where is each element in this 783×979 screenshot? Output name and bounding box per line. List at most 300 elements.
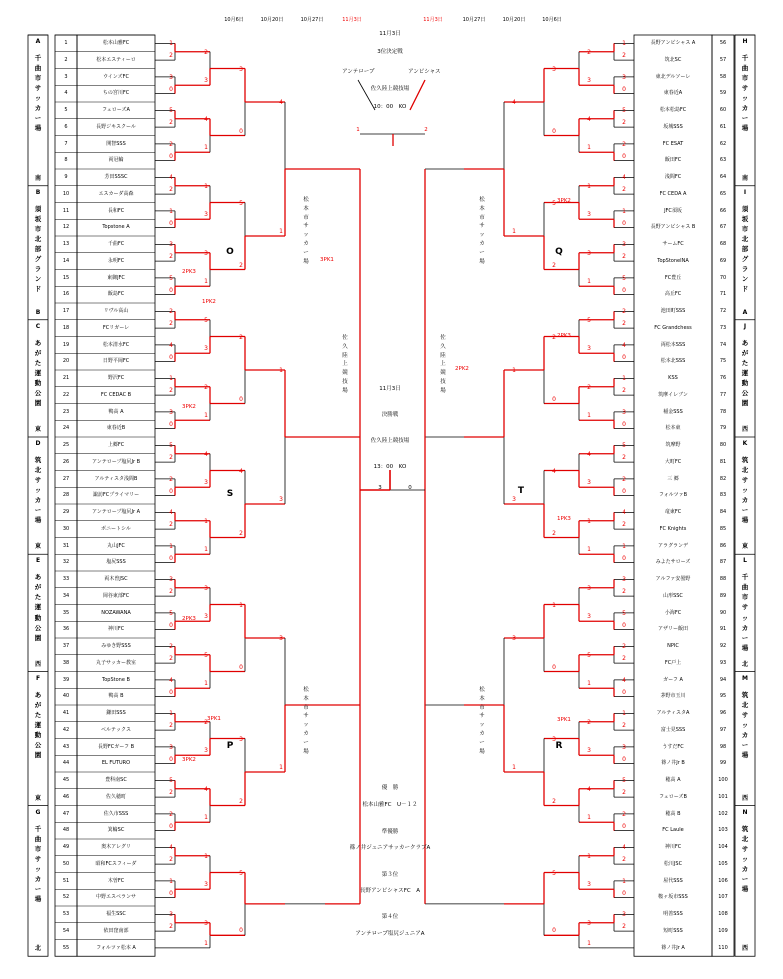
team-number: 4 bbox=[64, 90, 68, 97]
pk-note: 2PK2 bbox=[455, 366, 469, 372]
match-score: 2 bbox=[622, 119, 626, 127]
match-score: 2 bbox=[622, 454, 626, 462]
match-score: 1 bbox=[239, 601, 243, 609]
team-name: 飯島FC bbox=[107, 291, 125, 298]
team-number: 42 bbox=[62, 726, 70, 733]
match-score: 2 bbox=[622, 387, 626, 395]
group-tag: 北 bbox=[741, 660, 748, 668]
group-tag: 東 bbox=[34, 426, 41, 433]
match-score: 4 bbox=[622, 844, 626, 852]
pk-note: 3PK2 bbox=[182, 404, 196, 410]
team-name: 諏訪FCプライマリー bbox=[92, 492, 140, 499]
match-score: 0 bbox=[622, 219, 626, 227]
match-score: 1 bbox=[204, 182, 208, 190]
match-score: 0 bbox=[169, 286, 173, 294]
team-name: 両冠輪 bbox=[108, 157, 124, 164]
team-number: 18 bbox=[62, 324, 70, 331]
team-number: 15 bbox=[62, 274, 70, 281]
fourth-label: 第４位 bbox=[381, 914, 399, 920]
match-score: 3 bbox=[204, 919, 208, 927]
match-score: 2 bbox=[622, 308, 626, 316]
group-letter: D bbox=[35, 440, 41, 447]
team-name: 穂高 A bbox=[665, 777, 681, 783]
block-T: T bbox=[517, 486, 525, 496]
team-name: 穂高 B bbox=[665, 810, 681, 817]
champion-label: 優 勝 bbox=[381, 785, 399, 791]
match-score: 3 bbox=[622, 241, 626, 249]
final-date: 11月3日 bbox=[379, 386, 401, 392]
match-score: 3 bbox=[204, 613, 208, 621]
match-score: 5 bbox=[239, 869, 243, 877]
match-score: 1 bbox=[204, 412, 208, 420]
match-score: 1 bbox=[587, 814, 591, 822]
match-score: 4 bbox=[204, 450, 208, 458]
team-name: 松本北SSS bbox=[660, 358, 686, 365]
match-score: 1 bbox=[587, 939, 591, 947]
match-score: 1 bbox=[204, 546, 208, 554]
team-name: 竜東FC bbox=[664, 509, 682, 515]
match-score: 2 bbox=[169, 856, 173, 864]
match-score: 2 bbox=[169, 521, 173, 529]
match-score: 0 bbox=[622, 822, 626, 830]
match-score: 5 bbox=[587, 651, 591, 659]
match-score: 4 bbox=[587, 450, 591, 458]
team-name: 開智SSS bbox=[106, 140, 126, 147]
team-number: 97 bbox=[719, 726, 727, 733]
team-number: 37 bbox=[62, 643, 70, 649]
team-number: 78 bbox=[719, 408, 727, 415]
match-score: 2 bbox=[622, 810, 626, 818]
venue-left-bottom: 松本市サッカー場 bbox=[303, 687, 309, 755]
team-number: 39 bbox=[62, 676, 70, 683]
block-S: S bbox=[226, 489, 234, 499]
team-number: 47 bbox=[62, 810, 70, 817]
team-name: NOZAWANA bbox=[101, 609, 131, 616]
match-score: 1 bbox=[169, 710, 173, 718]
team-name: FCリガーレ bbox=[102, 324, 130, 331]
match-score: 2 bbox=[622, 789, 626, 797]
match-score: 2 bbox=[169, 186, 173, 194]
team-number: 27 bbox=[62, 475, 70, 482]
match-score: 3 bbox=[587, 249, 591, 257]
team-name: 山形SSC bbox=[663, 592, 683, 599]
match-score: 2 bbox=[622, 140, 626, 148]
match-score: 3 bbox=[622, 743, 626, 751]
match-score: 0 bbox=[622, 286, 626, 294]
team-number: 61 bbox=[719, 123, 727, 130]
team-number: 109 bbox=[718, 927, 728, 934]
team-name: 長野FCガーフ B bbox=[97, 743, 135, 750]
group-letter: I bbox=[743, 188, 747, 196]
team-name: みゆき野SSS bbox=[101, 643, 131, 649]
match-score: 2 bbox=[587, 383, 591, 391]
match-score: 2 bbox=[169, 475, 173, 483]
match-score: 5 bbox=[169, 777, 173, 785]
team-name: ベルテックス bbox=[101, 726, 131, 733]
team-name: エスカーダ高森 bbox=[98, 190, 134, 197]
pk-note: 1PK3 bbox=[557, 516, 571, 522]
third-time: 10：00 KO bbox=[373, 104, 407, 110]
team-name: 鎌田SSS bbox=[106, 710, 126, 716]
team-name: 坂城SSS bbox=[663, 123, 683, 130]
group-venue: 筑北サッカー場 bbox=[741, 824, 749, 893]
team-name: 大町FC bbox=[664, 458, 682, 465]
match-score: 2 bbox=[204, 718, 208, 726]
match-score: 1 bbox=[622, 375, 626, 383]
team-name: フェローズB bbox=[659, 793, 687, 800]
match-score: 4 bbox=[512, 99, 516, 106]
match-score: 0 bbox=[552, 927, 556, 935]
team-number: 11 bbox=[62, 207, 70, 214]
team-name: フォルツァB bbox=[658, 492, 688, 499]
team-name: アンテロープ塩尻Jr A bbox=[91, 509, 141, 515]
team-name: アンテロープ塩尻Jr B bbox=[91, 458, 141, 465]
match-score: 3 bbox=[552, 735, 556, 743]
pk-note: 3PK1 bbox=[320, 257, 334, 263]
team-number: 55 bbox=[62, 944, 70, 951]
match-score: 2 bbox=[622, 655, 626, 663]
match-score: 0 bbox=[622, 621, 626, 629]
match-score: 1 bbox=[622, 207, 626, 215]
team-name: 日野平岡FC bbox=[102, 358, 130, 365]
match-score: 3 bbox=[169, 576, 173, 584]
match-score: 0 bbox=[622, 554, 626, 562]
team-number: 14 bbox=[62, 257, 70, 264]
team-number: 87 bbox=[719, 559, 727, 566]
match-score: 3 bbox=[169, 241, 173, 249]
match-score: 0 bbox=[552, 127, 556, 135]
match-score: 3 bbox=[622, 73, 626, 81]
match-score: 3 bbox=[169, 911, 173, 919]
match-score: 3 bbox=[204, 881, 208, 889]
date-left-r1: 10月6日 bbox=[224, 17, 244, 23]
team-number: 71 bbox=[719, 291, 727, 298]
match-score: 0 bbox=[239, 127, 243, 135]
match-score: 3 bbox=[279, 496, 283, 503]
match-score: 1 bbox=[169, 542, 173, 550]
match-score: 2 bbox=[169, 588, 173, 596]
team-name: FC Knights bbox=[659, 525, 687, 532]
match-score: 3 bbox=[204, 345, 208, 353]
team-number: 64 bbox=[719, 174, 727, 180]
team-number: 62 bbox=[719, 140, 727, 147]
team-name: FC ESAT bbox=[662, 140, 684, 147]
team-name: 奥木アレグリ bbox=[101, 844, 131, 850]
venue-right-sf: 佐久陸上競技場 bbox=[440, 335, 446, 394]
team-name: 篠ノ井Jr A bbox=[661, 944, 685, 951]
team-name: 中野エスペランサ bbox=[95, 894, 136, 901]
final-score2: 0 bbox=[408, 485, 412, 491]
match-score: 0 bbox=[169, 487, 173, 495]
team-name: 千曲FC bbox=[107, 241, 125, 247]
group-letter: E bbox=[35, 557, 41, 565]
match-score: 2 bbox=[587, 718, 591, 726]
match-score: 1 bbox=[587, 144, 591, 152]
third-team1: アンテロープ bbox=[342, 69, 375, 75]
match-score: 0 bbox=[169, 219, 173, 227]
team-name: FC戸上 bbox=[664, 659, 682, 666]
team-number: 63 bbox=[719, 157, 727, 164]
team-name: FC Laule bbox=[662, 827, 684, 834]
match-score: 5 bbox=[622, 107, 626, 115]
team-name: 東御JFC bbox=[107, 274, 125, 281]
team-number: 3 bbox=[64, 73, 68, 80]
team-name: 茅野市玉川 bbox=[660, 693, 686, 700]
match-score: 1 bbox=[587, 852, 591, 860]
team-number: 101 bbox=[718, 793, 728, 800]
match-score: 4 bbox=[622, 174, 626, 182]
team-name: 神川FC bbox=[664, 844, 682, 850]
group-venue: 千曲市サッカー場 bbox=[34, 54, 42, 133]
team-number: 51 bbox=[62, 877, 70, 884]
match-score: 4 bbox=[169, 509, 173, 517]
team-number: 75 bbox=[719, 358, 727, 365]
venue-left-top: 松本市サッカー場 bbox=[303, 197, 309, 265]
team-name: 昭和FCスフィーダ bbox=[95, 860, 137, 867]
team-number: 108 bbox=[718, 911, 728, 917]
match-score: 1 bbox=[204, 278, 208, 286]
team-number: 22 bbox=[62, 391, 70, 398]
team-name: フェローズA bbox=[102, 107, 130, 113]
team-name: FC CEDA A bbox=[659, 190, 687, 197]
team-name: TopStoneINA bbox=[657, 257, 689, 264]
match-score: 0 bbox=[622, 755, 626, 763]
team-number: 103 bbox=[718, 827, 728, 834]
team-number: 80 bbox=[719, 442, 727, 448]
team-number: 26 bbox=[62, 458, 70, 465]
match-score: 5 bbox=[169, 442, 173, 450]
match-score: 2 bbox=[169, 923, 173, 931]
team-name: 東北デルソーレ bbox=[655, 73, 691, 80]
team-number: 74 bbox=[719, 341, 727, 348]
team-number: 30 bbox=[62, 525, 70, 532]
match-score: 3 bbox=[204, 77, 208, 85]
match-score: 5 bbox=[622, 777, 626, 785]
match-score: 1 bbox=[587, 278, 591, 286]
team-name: 長野アンビシャス A bbox=[650, 40, 696, 46]
match-score: 0 bbox=[239, 927, 243, 935]
match-score: 2 bbox=[169, 52, 173, 60]
team-name: EL FUTURO bbox=[101, 760, 131, 767]
team-number: 96 bbox=[719, 710, 727, 716]
group-tag: 東 bbox=[741, 543, 748, 551]
team-number: 29 bbox=[62, 509, 70, 515]
team-name: 豊科南SC bbox=[105, 777, 127, 783]
team-number: 31 bbox=[62, 542, 70, 549]
team-name: ちの宮川FC bbox=[102, 90, 130, 97]
team-name: 高丘FC bbox=[664, 291, 682, 298]
team-name: 両木曽JSC bbox=[104, 576, 128, 582]
match-score: 0 bbox=[552, 663, 556, 671]
group-venue: 須坂市北部グランド bbox=[34, 204, 42, 294]
match-score: 5 bbox=[622, 274, 626, 282]
third-place-team: 長野アンビシャスFC A bbox=[360, 888, 420, 894]
team-name: NPIC bbox=[667, 643, 679, 649]
pk-note: 3PK2 bbox=[182, 757, 196, 763]
match-score: 2 bbox=[169, 140, 173, 148]
match-score: 2 bbox=[622, 253, 626, 261]
final-time: 13：00 KO bbox=[373, 464, 407, 470]
date-right-r2: 10月20日 bbox=[502, 17, 526, 23]
team-name: 浅間FC bbox=[664, 174, 682, 180]
match-score: 1 bbox=[204, 680, 208, 688]
match-score: 3 bbox=[587, 345, 591, 353]
team-number: 16 bbox=[62, 291, 70, 298]
team-name: 木曽FC bbox=[107, 877, 125, 884]
match-score: 0 bbox=[169, 152, 173, 160]
team-name: TopStone B bbox=[102, 676, 130, 683]
match-score: 1 bbox=[512, 367, 516, 374]
runner-up: 篠ノ井ジュニアサッカークラブA bbox=[349, 845, 431, 851]
team-name: 松本山雅FC bbox=[102, 40, 130, 46]
match-score: 0 bbox=[169, 688, 173, 696]
match-score: 5 bbox=[169, 107, 173, 115]
match-score: 2 bbox=[552, 261, 556, 269]
match-score: 4 bbox=[204, 115, 208, 123]
match-score: 3 bbox=[587, 584, 591, 592]
team-name: 福生SSC bbox=[106, 911, 126, 917]
match-score: 0 bbox=[169, 85, 173, 93]
team-number: 21 bbox=[62, 375, 70, 381]
team-number: 90 bbox=[719, 609, 727, 616]
match-score: 1 bbox=[279, 228, 283, 235]
team-number: 2 bbox=[64, 56, 68, 63]
match-score: 0 bbox=[622, 353, 626, 361]
third-score2: 2 bbox=[424, 127, 428, 133]
match-score: 2 bbox=[622, 475, 626, 483]
match-score: 1 bbox=[279, 367, 283, 374]
match-score: 3 bbox=[204, 479, 208, 487]
team-number: 53 bbox=[62, 911, 70, 917]
team-number: 105 bbox=[718, 860, 728, 867]
match-score: 2 bbox=[622, 923, 626, 931]
match-score: 2 bbox=[239, 797, 243, 805]
team-number: 57 bbox=[719, 56, 727, 63]
match-score: 1 bbox=[204, 852, 208, 860]
team-number: 24 bbox=[62, 425, 70, 432]
team-name: 筑摩野 bbox=[665, 442, 681, 448]
team-number: 95 bbox=[719, 693, 727, 700]
match-score: 5 bbox=[169, 609, 173, 617]
team-name: 永明FC bbox=[107, 257, 125, 264]
match-score: 1 bbox=[587, 412, 591, 420]
team-number: 106 bbox=[718, 877, 728, 884]
group-venue: あがた運動公園 bbox=[34, 690, 42, 759]
team-name: アルティスタA bbox=[656, 710, 690, 716]
match-score: 4 bbox=[169, 844, 173, 852]
team-name: 池田町SSS bbox=[660, 308, 686, 314]
team-number: 52 bbox=[62, 894, 70, 901]
team-name: 丸子サッカー教室 bbox=[96, 659, 136, 666]
match-score: 2 bbox=[552, 797, 556, 805]
team-number: 102 bbox=[718, 810, 728, 817]
team-name: 神川FC bbox=[107, 626, 125, 633]
team-number: 81 bbox=[719, 458, 727, 465]
team-number: 1 bbox=[64, 40, 68, 46]
match-score: 2 bbox=[169, 320, 173, 328]
team-name: 鴨高 A bbox=[108, 408, 124, 415]
team-number: 73 bbox=[719, 324, 727, 331]
match-score: 5 bbox=[204, 651, 208, 659]
team-number: 85 bbox=[719, 525, 727, 532]
match-score: 3 bbox=[169, 408, 173, 416]
group-letter: G bbox=[35, 808, 41, 816]
match-score: 3 bbox=[587, 613, 591, 621]
team-name: 東春近B bbox=[106, 425, 126, 432]
team-number: 89 bbox=[719, 592, 727, 599]
group-letter: F bbox=[35, 674, 41, 682]
final-score1: 3 bbox=[378, 485, 382, 491]
team-number: 6 bbox=[64, 123, 68, 130]
match-score: 3 bbox=[587, 919, 591, 927]
match-score: 3 bbox=[169, 743, 173, 751]
match-score: 2 bbox=[169, 387, 173, 395]
match-score: 1 bbox=[622, 542, 626, 550]
match-score: 0 bbox=[239, 395, 243, 403]
group-letter: C bbox=[35, 322, 41, 330]
block-O: O bbox=[226, 247, 234, 257]
group-tag: B bbox=[35, 308, 41, 316]
group-letter: J bbox=[743, 322, 747, 330]
team-number: 83 bbox=[719, 492, 727, 499]
team-number: 32 bbox=[62, 559, 70, 566]
match-score: 4 bbox=[169, 676, 173, 684]
group-venue: 千曲市サッカー場 bbox=[741, 54, 749, 133]
group-letter: A bbox=[35, 38, 41, 45]
team-name: JFC須坂 bbox=[664, 207, 682, 214]
match-score: 1 bbox=[204, 144, 208, 152]
team-number: 54 bbox=[62, 927, 70, 934]
team-name: 松本松島FC bbox=[659, 107, 687, 113]
group-letter: M bbox=[742, 674, 748, 682]
group-tag: 西 bbox=[741, 794, 748, 802]
match-score: 4 bbox=[204, 785, 208, 793]
champion: 松本山雅FC U－１２ bbox=[362, 802, 418, 808]
match-score: 0 bbox=[552, 395, 556, 403]
match-score: 0 bbox=[622, 889, 626, 897]
match-score: 4 bbox=[169, 341, 173, 349]
team-name: うすだFC bbox=[662, 743, 684, 750]
match-score: 3 bbox=[204, 584, 208, 592]
group-venue: 須坂市北部グランド bbox=[741, 204, 749, 294]
match-score: 3 bbox=[239, 735, 243, 743]
match-score: 3 bbox=[587, 881, 591, 889]
group-tag: 東 bbox=[34, 794, 41, 802]
team-number: 34 bbox=[62, 592, 70, 599]
team-number: 46 bbox=[62, 793, 70, 800]
team-name: 長野アンビシャス B bbox=[650, 224, 696, 231]
team-name: サームFC bbox=[662, 241, 684, 247]
match-score: 3 bbox=[587, 747, 591, 755]
final-venue: 佐久陸上競技場 bbox=[370, 438, 410, 444]
date-right-r1: 10月6日 bbox=[542, 17, 562, 23]
team-name: 明善SSS bbox=[663, 911, 683, 917]
match-score: 2 bbox=[169, 308, 173, 316]
team-name: 丸山JFC bbox=[107, 542, 125, 549]
third-date: 11月3日 bbox=[379, 31, 401, 37]
match-score: 3 bbox=[239, 65, 243, 73]
third-label: 第３位 bbox=[381, 872, 399, 878]
match-score: 1 bbox=[587, 517, 591, 525]
team-name: 松本清水FC bbox=[102, 341, 130, 348]
date-left-sf: 11月3日 bbox=[342, 17, 362, 23]
date-right-r3: 10月27日 bbox=[462, 17, 486, 23]
match-score: 1 bbox=[512, 764, 516, 771]
venue-left-sf: 佐久陸上競技場 bbox=[342, 335, 348, 394]
team-number: 40 bbox=[62, 693, 70, 700]
match-score: 2 bbox=[169, 722, 173, 730]
match-score: 1 bbox=[204, 939, 208, 947]
